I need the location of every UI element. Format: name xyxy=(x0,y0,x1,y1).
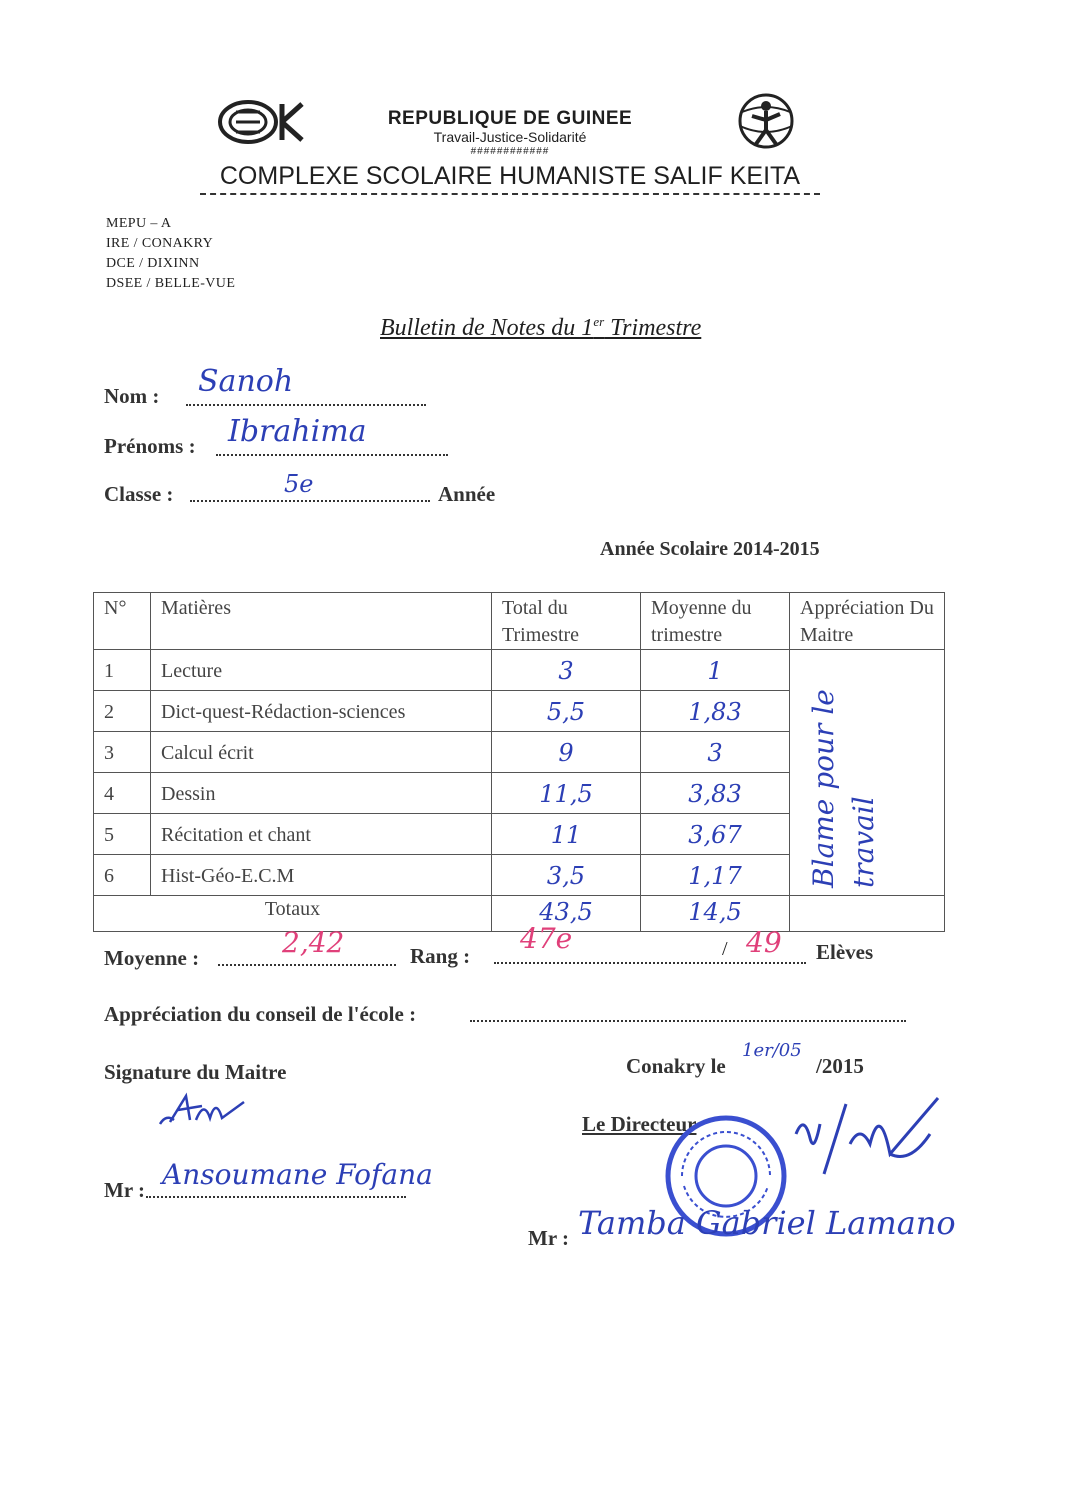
school-year: Année Scolaire 2014-2015 xyxy=(600,538,820,560)
school-name: COMPLEXE SCOLAIRE HUMANISTE SALIF KEITA xyxy=(200,162,820,195)
subject-total: 9 xyxy=(492,732,641,773)
prenoms-dotted-line xyxy=(216,454,448,456)
admin-line: DSEE / BELLE-VUE xyxy=(106,276,236,291)
maitre-name: Ansoumane Fofana xyxy=(162,1158,433,1191)
rang-value: 47e xyxy=(520,922,573,955)
subject-name: Récitation et chant xyxy=(151,814,492,855)
subject-total: 3 xyxy=(492,650,641,691)
subject-name: Lecture xyxy=(151,650,492,691)
rang-separator: / xyxy=(722,938,728,960)
totals-row xyxy=(94,896,945,932)
mr-directeur-label: Mr : xyxy=(528,1226,570,1250)
totaux-total: 43,5 xyxy=(492,896,641,932)
rang-label: Rang : xyxy=(410,944,471,968)
table-header-row xyxy=(94,593,945,650)
subject-name: Hist-Géo-E.C.M xyxy=(151,855,492,896)
directeur-signature-icon xyxy=(790,1094,940,1184)
subject-average: 3 xyxy=(641,732,790,773)
annee-label: Année xyxy=(438,482,496,506)
mr-maitre-label: Mr : xyxy=(104,1178,146,1202)
subject-name: Dict-quest-Rédaction-sciences xyxy=(151,691,492,732)
classe-value: 5e xyxy=(284,470,314,498)
row-number: 3 xyxy=(94,732,151,773)
maitre-signature-icon xyxy=(156,1090,252,1130)
rang-dotted-line xyxy=(494,962,806,964)
humanist-emblem-icon xyxy=(730,92,802,150)
classe-label: Classe : xyxy=(104,482,174,506)
eleves-count: 49 xyxy=(746,926,782,959)
subject-total: 11,5 xyxy=(492,773,641,814)
moyenne-value: 2,42 xyxy=(282,926,345,959)
nom-label: Nom : xyxy=(104,384,160,408)
subject-average: 1,17 xyxy=(641,855,790,896)
subject-name: Dessin xyxy=(151,773,492,814)
header-matieres: Matières xyxy=(151,593,492,650)
row-number: 1 xyxy=(94,650,151,691)
header-appreciation: Appréciation Du Maitre xyxy=(790,593,945,650)
moyenne-dotted-line xyxy=(218,964,396,966)
subject-total: 5,5 xyxy=(492,691,641,732)
eleves-label: Elèves xyxy=(816,940,874,964)
directeur-name: Tamba Gabriel Lamano xyxy=(578,1204,956,1242)
appreciation-cell xyxy=(790,650,945,896)
admin-line: MEPU – A xyxy=(106,216,172,231)
moyenne-label: Moyenne : xyxy=(104,946,200,970)
classe-dotted-line xyxy=(190,500,430,502)
table-row xyxy=(94,650,945,691)
national-motto: Travail-Justice-Solidarité xyxy=(433,129,587,145)
appreciation-value: Blame pour le travail xyxy=(807,689,880,888)
conseil-dotted-line xyxy=(470,1020,906,1022)
bulletin-title-sup: er xyxy=(593,314,605,329)
totaux-empty-cell xyxy=(790,896,945,932)
signature-maitre-label: Signature du Maitre xyxy=(104,1060,287,1084)
header-moyenne: Moyenne du trimestre xyxy=(641,593,790,650)
bulletin-title-end: Trimestre xyxy=(604,315,702,341)
row-number: 4 xyxy=(94,773,151,814)
header-n: N° xyxy=(94,593,151,650)
date-year: /2015 xyxy=(816,1054,864,1078)
grades-table xyxy=(93,592,945,932)
maitre-dotted-line xyxy=(146,1196,406,1198)
date-value: 1er/05 xyxy=(742,1040,802,1061)
admin-line: DCE / DIXINN xyxy=(106,256,200,271)
subject-total: 3,5 xyxy=(492,855,641,896)
subject-average: 3,83 xyxy=(641,773,790,814)
admin-line: IRE / CONAKRY xyxy=(106,236,214,251)
subject-total: 11 xyxy=(492,814,641,855)
school-logo-icon xyxy=(216,98,308,146)
totaux-moyenne: 14,5 xyxy=(641,896,790,932)
header-total: Total du Trimestre xyxy=(492,593,641,650)
row-number: 6 xyxy=(94,855,151,896)
prenoms-label: Prénoms : xyxy=(104,434,196,458)
totaux-label: Totaux xyxy=(94,896,492,932)
subject-average: 3,67 xyxy=(641,814,790,855)
republic-title: REPUBLIQUE DE GUINEE xyxy=(387,108,633,129)
row-number: 2 xyxy=(94,691,151,732)
bulletin-title xyxy=(380,314,701,342)
header-separator: ############ xyxy=(470,146,550,157)
bulletin-title-main: Bulletin de Notes du 1 xyxy=(380,315,594,341)
admin-block xyxy=(106,214,235,294)
subject-average: 1,83 xyxy=(641,691,790,732)
row-number: 5 xyxy=(94,814,151,855)
directeur-label: Le Directeur xyxy=(582,1112,697,1136)
subject-average: 1 xyxy=(641,650,790,691)
nom-dotted-line xyxy=(186,404,426,406)
lieu-label: Conakry le xyxy=(626,1054,726,1078)
nom-value: Sanoh xyxy=(198,364,294,399)
prenoms-value: Ibrahima xyxy=(228,414,367,449)
subject-name: Calcul écrit xyxy=(151,732,492,773)
conseil-label: Appréciation du conseil de l'école : xyxy=(104,1002,417,1026)
